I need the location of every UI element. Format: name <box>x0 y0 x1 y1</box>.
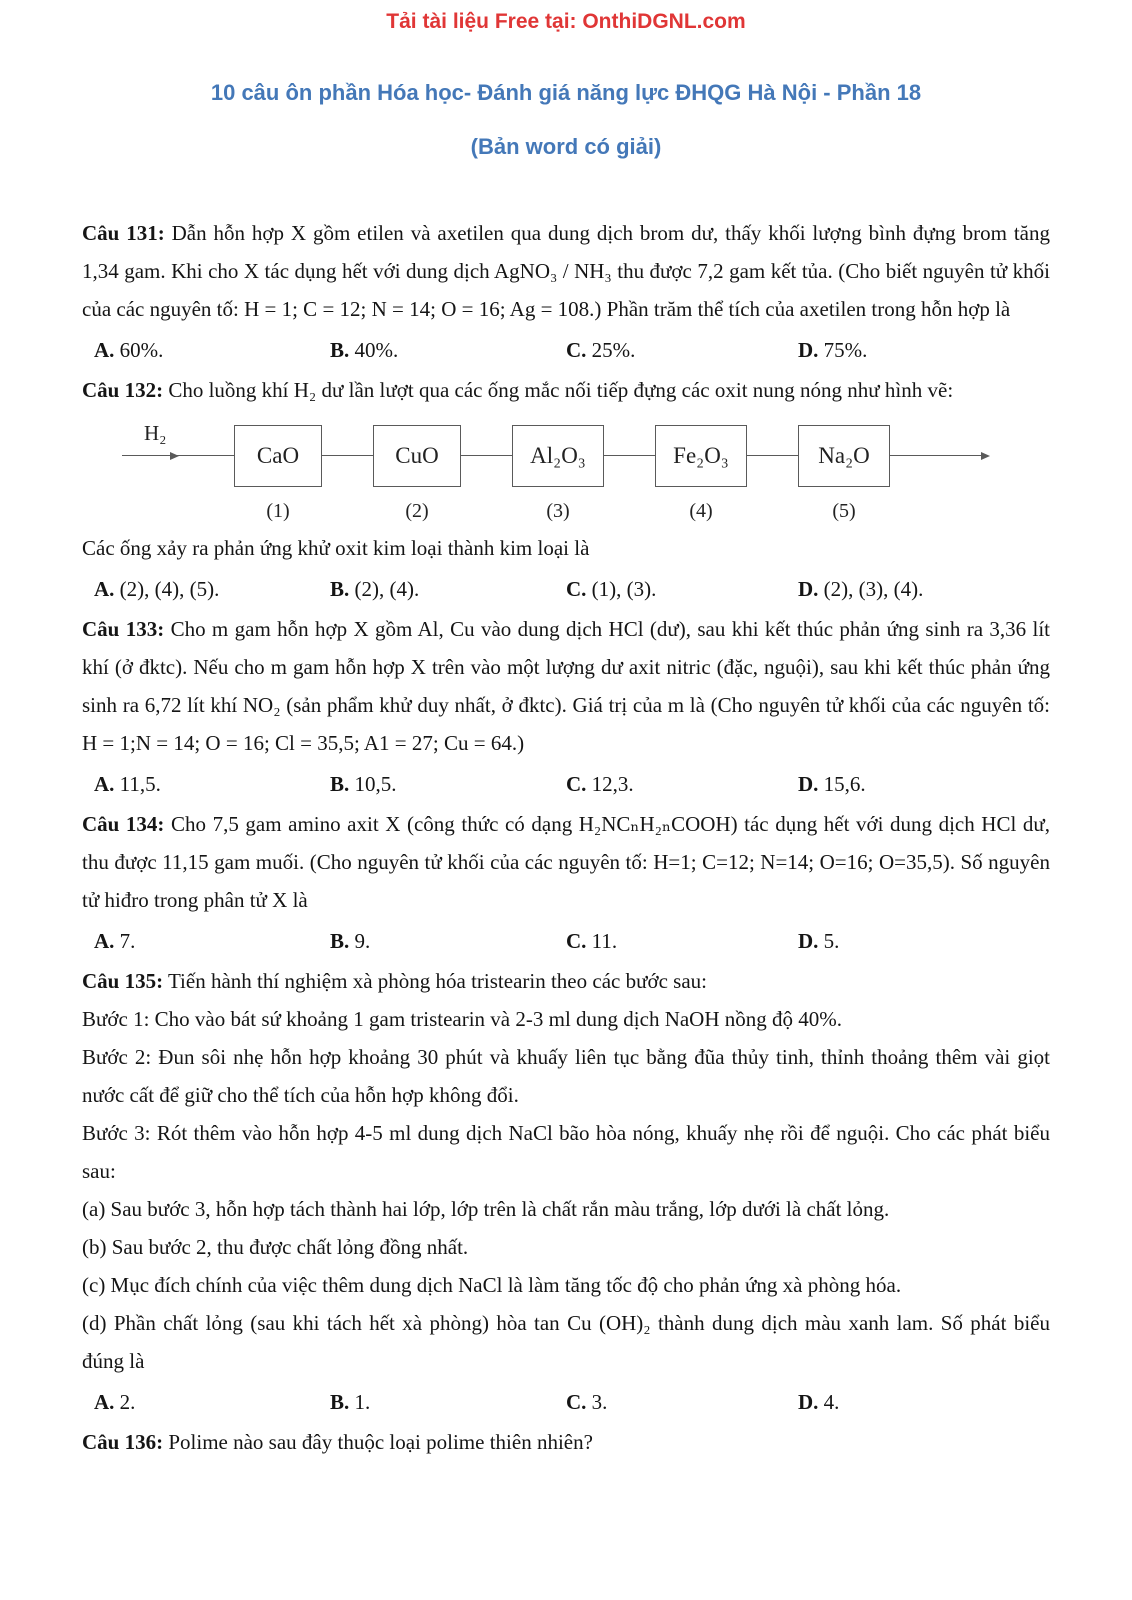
q131-label: Câu 131: <box>82 221 165 245</box>
tube-4 <box>655 425 747 523</box>
q135-text: Tiến hành thí nghiệm xà phòng hóa tristearin theo các bước sau: <box>167 969 707 993</box>
question-135 <box>82 962 1050 1000</box>
tube-1 <box>234 425 322 523</box>
q133-label: Câu 133: <box>82 617 165 641</box>
q132-option-b: B. (2), (4). <box>330 577 420 601</box>
tube-1-number: (1) <box>266 500 290 522</box>
question-136 <box>82 1423 1050 1461</box>
q135-options <box>82 1383 1050 1421</box>
outlet-arrowhead-icon <box>981 452 990 460</box>
q132-options <box>82 570 1050 608</box>
connector-line <box>461 455 512 456</box>
q135-step-1: Bước 1: Cho vào bát sứ khoảng 1 gam tristearin và 2-3 ml dung dịch NaOH nồng độ 40%. <box>82 1007 842 1031</box>
question-131 <box>82 214 1050 328</box>
tube-3-formula: Al₂O₃ <box>512 425 604 487</box>
q133-text: Cho m gam hỗn hợp X gồm Al, Cu vào dung dịch HCl (dư), sau khi kết thúc phản ứng sinh ra 3,36 lít khí (ở đktc). Nếu cho m gam hỗn hợp X trên vào một lượng dư axit nitric (đặc, nguội), sau khi kết thúc phản ứng sinh ra 6,72 lít khí NO₂ (sản phẩm khử duy nhất, ở đktc). Giá trị của m là (Cho nguyên tử khối của các nguyên tố: H = 1;N = 14; O = 16; Cl = 35,5; A1 = 27; Cu = 64.) <box>82 617 1051 755</box>
q135-statement-b: (b) Sau bước 2, thu được chất lỏng đồng nhất. <box>82 1235 469 1259</box>
tube-2-formula: CuO <box>373 425 461 487</box>
q134-options <box>82 922 1050 960</box>
q135-option-d: D. 4. <box>798 1390 840 1414</box>
doc-subtitle: (Bản word có giải) <box>470 134 662 159</box>
inlet-arrow <box>122 421 234 487</box>
tube-5-number: (5) <box>832 500 856 522</box>
q133-option-d: D. 15,6. <box>798 772 866 796</box>
connector-line <box>322 455 373 456</box>
q133-options <box>82 765 1050 803</box>
q132-option-c: C. (1), (3). <box>566 577 657 601</box>
connector-line <box>747 455 798 456</box>
q134-option-a: A. 7. <box>94 929 136 953</box>
q135-statement-c: (c) Mục đích chính của việc thêm dung dịch NaCl là làm tăng tốc độ cho phản ứng xà phòng hóa. <box>82 1273 902 1297</box>
tube-4-formula: Fe₂O₃ <box>655 425 747 487</box>
inlet-arrowhead-icon <box>170 452 179 460</box>
q132-option-d: D. (2), (3), (4). <box>798 577 924 601</box>
q135-statement-d: (d) Phần chất lỏng (sau khi tách hết xà phòng) hòa tan Cu (OH)₂ thành dung dịch màu xanh lam. Số phát biểu đúng là <box>82 1311 1050 1373</box>
doc-title: 10 câu ôn phần Hóa học- Đánh giá năng lực ĐHQG Hà Nội - Phần 18 <box>210 80 922 105</box>
q135-step-3: Bước 3: Rót thêm vào hỗn hợp 4-5 ml dung dịch NaCl bão hòa nóng, khuấy nhẹ rồi để nguội. Cho các phát biểu sau: <box>82 1121 1050 1183</box>
q131-options <box>82 331 1050 369</box>
tube-2 <box>373 425 461 523</box>
q134-option-c: C. 11. <box>566 929 618 953</box>
question-134 <box>82 805 1050 919</box>
tube-2-number: (2) <box>405 500 429 522</box>
q132-option-a: A. (2), (4), (5). <box>94 577 220 601</box>
q134-option-d: D. 5. <box>798 929 840 953</box>
q132-text2: Các ống xảy ra phản ứng khử oxit kim loại thành kim loại là <box>82 536 590 560</box>
tube-3-number: (3) <box>546 500 570 522</box>
q131-option-b: B. 40%. <box>330 338 399 362</box>
tube-1-formula: CaO <box>234 425 322 487</box>
tube-5-formula: Na₂O <box>798 425 890 487</box>
q131-text: Dẫn hỗn hợp X gồm etilen và axetilen qua dung dịch brom dư, thấy khối lượng bình đựng brom tăng 1,34 gam. Khi cho X tác dụng hết với dung dịch AgNO₃ / NH₃ thu được 7,2 gam kết tủa. (Cho biết nguyên tử khối của các nguyên tố: H = 1; C = 12; N = 14; O = 16; Ag = 108.) Phần trăm thể tích của axetilen trong hỗn hợp là <box>82 221 1051 321</box>
tube-5 <box>798 425 890 523</box>
q132-tube-diagram <box>122 421 990 523</box>
q132-text: Cho luồng khí H₂ dư lần lượt qua các ống mắc nối tiếp đựng các oxit nung nóng như hình vẽ: <box>168 378 954 402</box>
q134-text: Cho 7,5 gam amino axit X (công thức có dạng H₂NCₙH₂ₙCOOH) tác dụng hết với dung dịch HCl dư, thu được 11,15 gam muối. (Cho nguyên tử khối của các nguyên tố: H=1; C=12; N=14; O=16; O=35,5). Số nguyên tử hiđro trong phân tử X là <box>82 812 1051 912</box>
q131-option-c: C. 25%. <box>566 338 636 362</box>
q133-option-c: C. 12,3. <box>566 772 634 796</box>
promo-banner: Tải tài liệu Free tại: OnthiDGNL.com <box>386 10 746 33</box>
outlet-arrow <box>890 425 990 487</box>
question-133 <box>82 610 1050 762</box>
q135-option-a: A. 2. <box>94 1390 136 1414</box>
question-132 <box>82 371 1050 409</box>
tube-4-number: (4) <box>689 500 713 522</box>
q133-option-a: A. 11,5. <box>94 772 161 796</box>
connector-line <box>604 455 655 456</box>
q136-text: Polime nào sau đây thuộc loại polime thiên nhiên? <box>168 1430 593 1454</box>
q135-step-2: Bước 2: Đun sôi nhẹ hỗn hợp khoảng 30 phút và khuấy liên tục bằng đũa thủy tinh, thỉnh thoảng thêm vài giọt nước cất để giữ cho thể tích của hỗn hợp không đổi. <box>82 1045 1050 1107</box>
q131-option-d: D. 75%. <box>798 338 868 362</box>
gas-label: H₂ <box>144 421 167 445</box>
outlet-line <box>890 455 984 456</box>
q132-label: Câu 132: <box>82 378 164 402</box>
tube-3 <box>512 425 604 523</box>
q136-label: Câu 136: <box>82 1430 164 1454</box>
q135-label: Câu 135: <box>82 969 164 993</box>
q135-option-c: C. 3. <box>566 1390 608 1414</box>
q134-option-b: B. 9. <box>330 929 371 953</box>
q133-option-b: B. 10,5. <box>330 772 397 796</box>
q134-label: Câu 134: <box>82 812 165 836</box>
q135-statement-a: (a) Sau bước 3, hỗn hợp tách thành hai lớp, lớp trên là chất rắn màu trắng, lớp dưới là chất lỏng. <box>82 1197 890 1221</box>
q131-option-a: A. 60%. <box>94 338 164 362</box>
q135-option-b: B. 1. <box>330 1390 371 1414</box>
